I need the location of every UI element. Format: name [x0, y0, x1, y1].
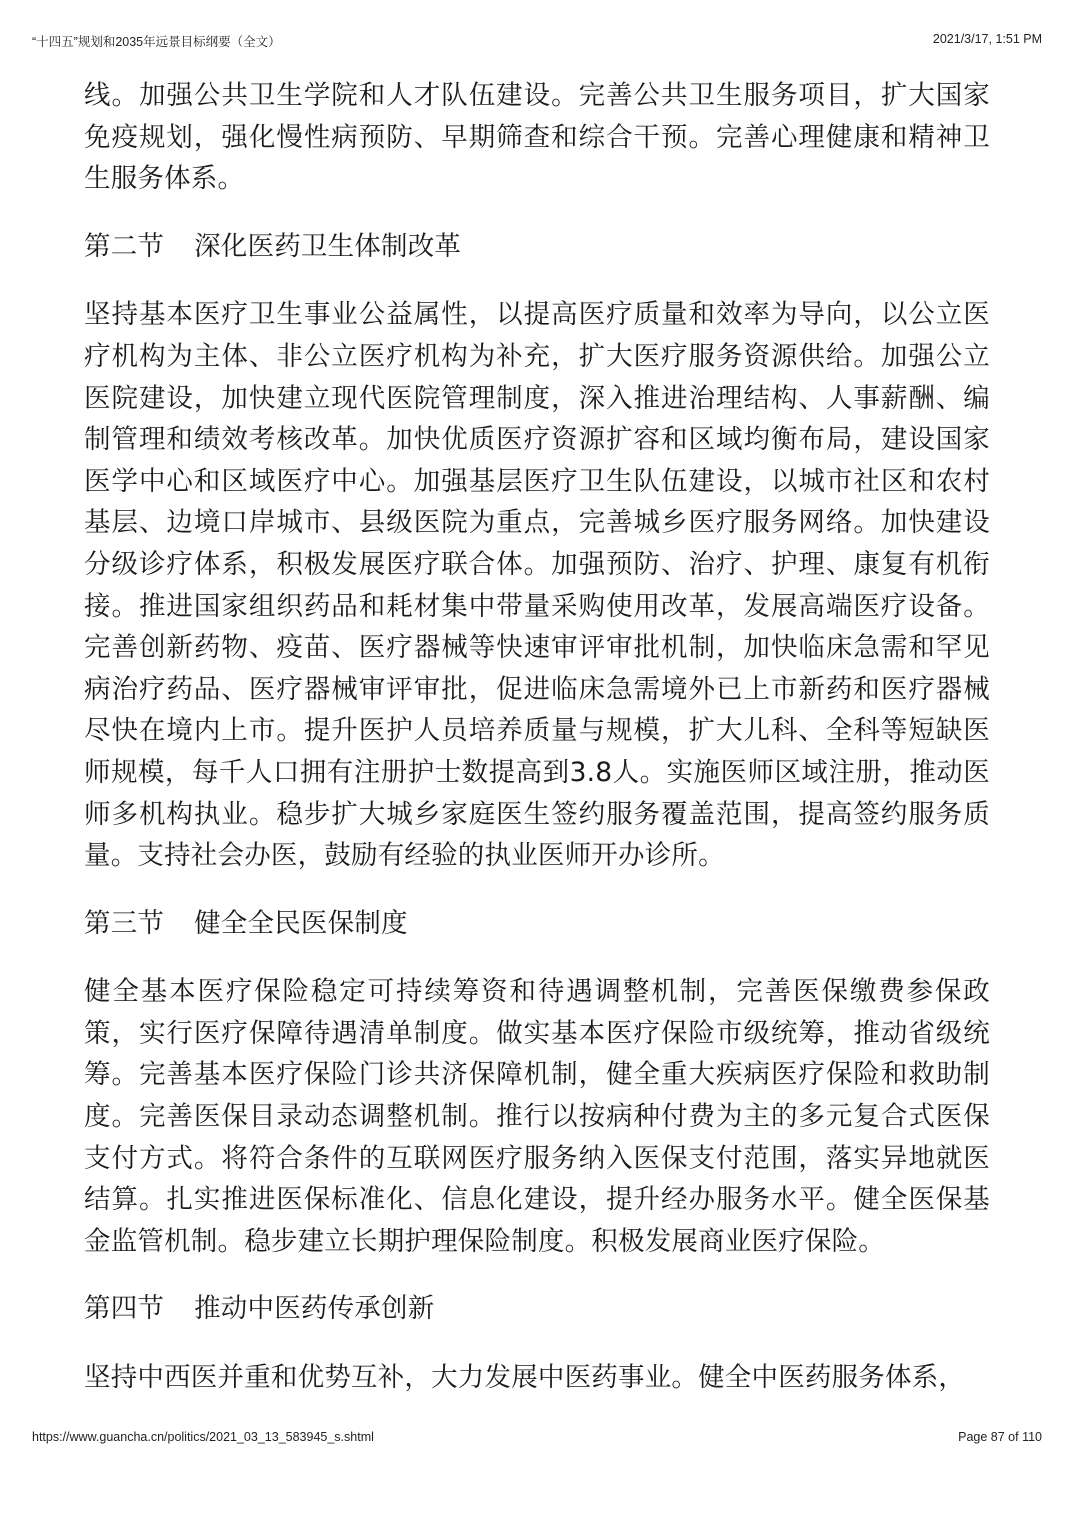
section-heading-2: [84, 226, 990, 268]
paragraph-public-health: 线。加强公共卫生学院和人才队伍建设。完善公共卫生服务项目，扩大国家免疫规划，强化慢性病预防、早期筛查和综合干预。完善心理健康和精神卫生服务体系。: [84, 80, 990, 195]
document-content: [84, 75, 990, 1399]
section-title: 推动中医药传承创新: [194, 1293, 435, 1325]
section-number: 第四节: [84, 1293, 165, 1325]
section-title: 深化医药卫生体制改革: [194, 230, 462, 262]
page-header-datetime: 2021/3/17, 1:51 PM: [932, 32, 1042, 46]
page-footer-url: https://www.guancha.cn/politics/2021_03_13_583945_s.shtml: [32, 1430, 374, 1444]
paragraph-medical-reform: 坚持基本医疗卫生事业公益属性，以提高医疗质量和效率为导向，以公立医疗机构为主体、非公立医疗机构为补充，扩大医疗服务资源供给。加强公立医院建设，加快建立现代医院管理制度，深入推进治理结构、人事薪酬、编制管理和绩效考核改革。加快优质医疗资源扩容和区域均衡布局，建设国家医学中心和区域医疗中心。加强基层医疗卫生队伍建设，以城市社区和农村基层、边境口岸城市、县级医院为重点，完善城乡医疗服务网络。加快建设分级诊疗体系，积极发展医疗联合体。加强预防、治疗、护理、康复有机衔接。推进国家组织药品和耗材集中带量采购使用改革，发展高端医疗设备。完善创新药物、疫苗、医疗器械等快速审评审批机制，加快临床急需和罕见病治疗药品、医疗器械审评审批，促进临床急需境外已上市新药和医疗器械尽快在境内上市。提升医护人员培养质量与规模，扩大儿科、全科等短缺医师规模，每千人口拥有注册护士数提高到3.8人。实施医师区域注册，推动医师多机构执业。稳步扩大城乡家庭医生签约服务覆盖范围，提高签约服务质量。支持社会办医，鼓励有经验的执业医师开办诊所。: [84, 299, 990, 872]
section-number: 第三节: [84, 907, 165, 939]
paragraph-tcm: 坚持中西医并重和优势互补，大力发展中医药事业。健全中医药服务体系，: [84, 1362, 966, 1394]
page-footer-page-number: Page 87 of 110: [958, 1430, 1042, 1444]
section-heading-4: [84, 1288, 990, 1330]
section-heading-3: [84, 903, 990, 945]
section-title: 健全全民医保制度: [194, 907, 408, 939]
page-header-title: “十四五”规划和2035年远景目标纲要（全文）: [32, 35, 281, 49]
section-number: 第二节: [84, 230, 165, 262]
paragraph-medical-insurance: 健全基本医疗保险稳定可持续筹资和待遇调整机制，完善医保缴费参保政策，实行医疗保障待遇清单制度。做实基本医疗保险市级统筹，推动省级统筹。完善基本医疗保险门诊共济保障机制，健全重大疾病医疗保险和救助制度。完善医保目录动态调整机制。推行以按病种付费为主的多元复合式医保支付方式。将符合条件的互联网医疗服务纳入医保支付范围，落实异地就医结算。扎实推进医保标准化、信息化建设，提升经办服务水平。健全医保基金监管机制。稳步建立长期护理保险制度。积极发展商业医疗保险。: [84, 976, 990, 1257]
